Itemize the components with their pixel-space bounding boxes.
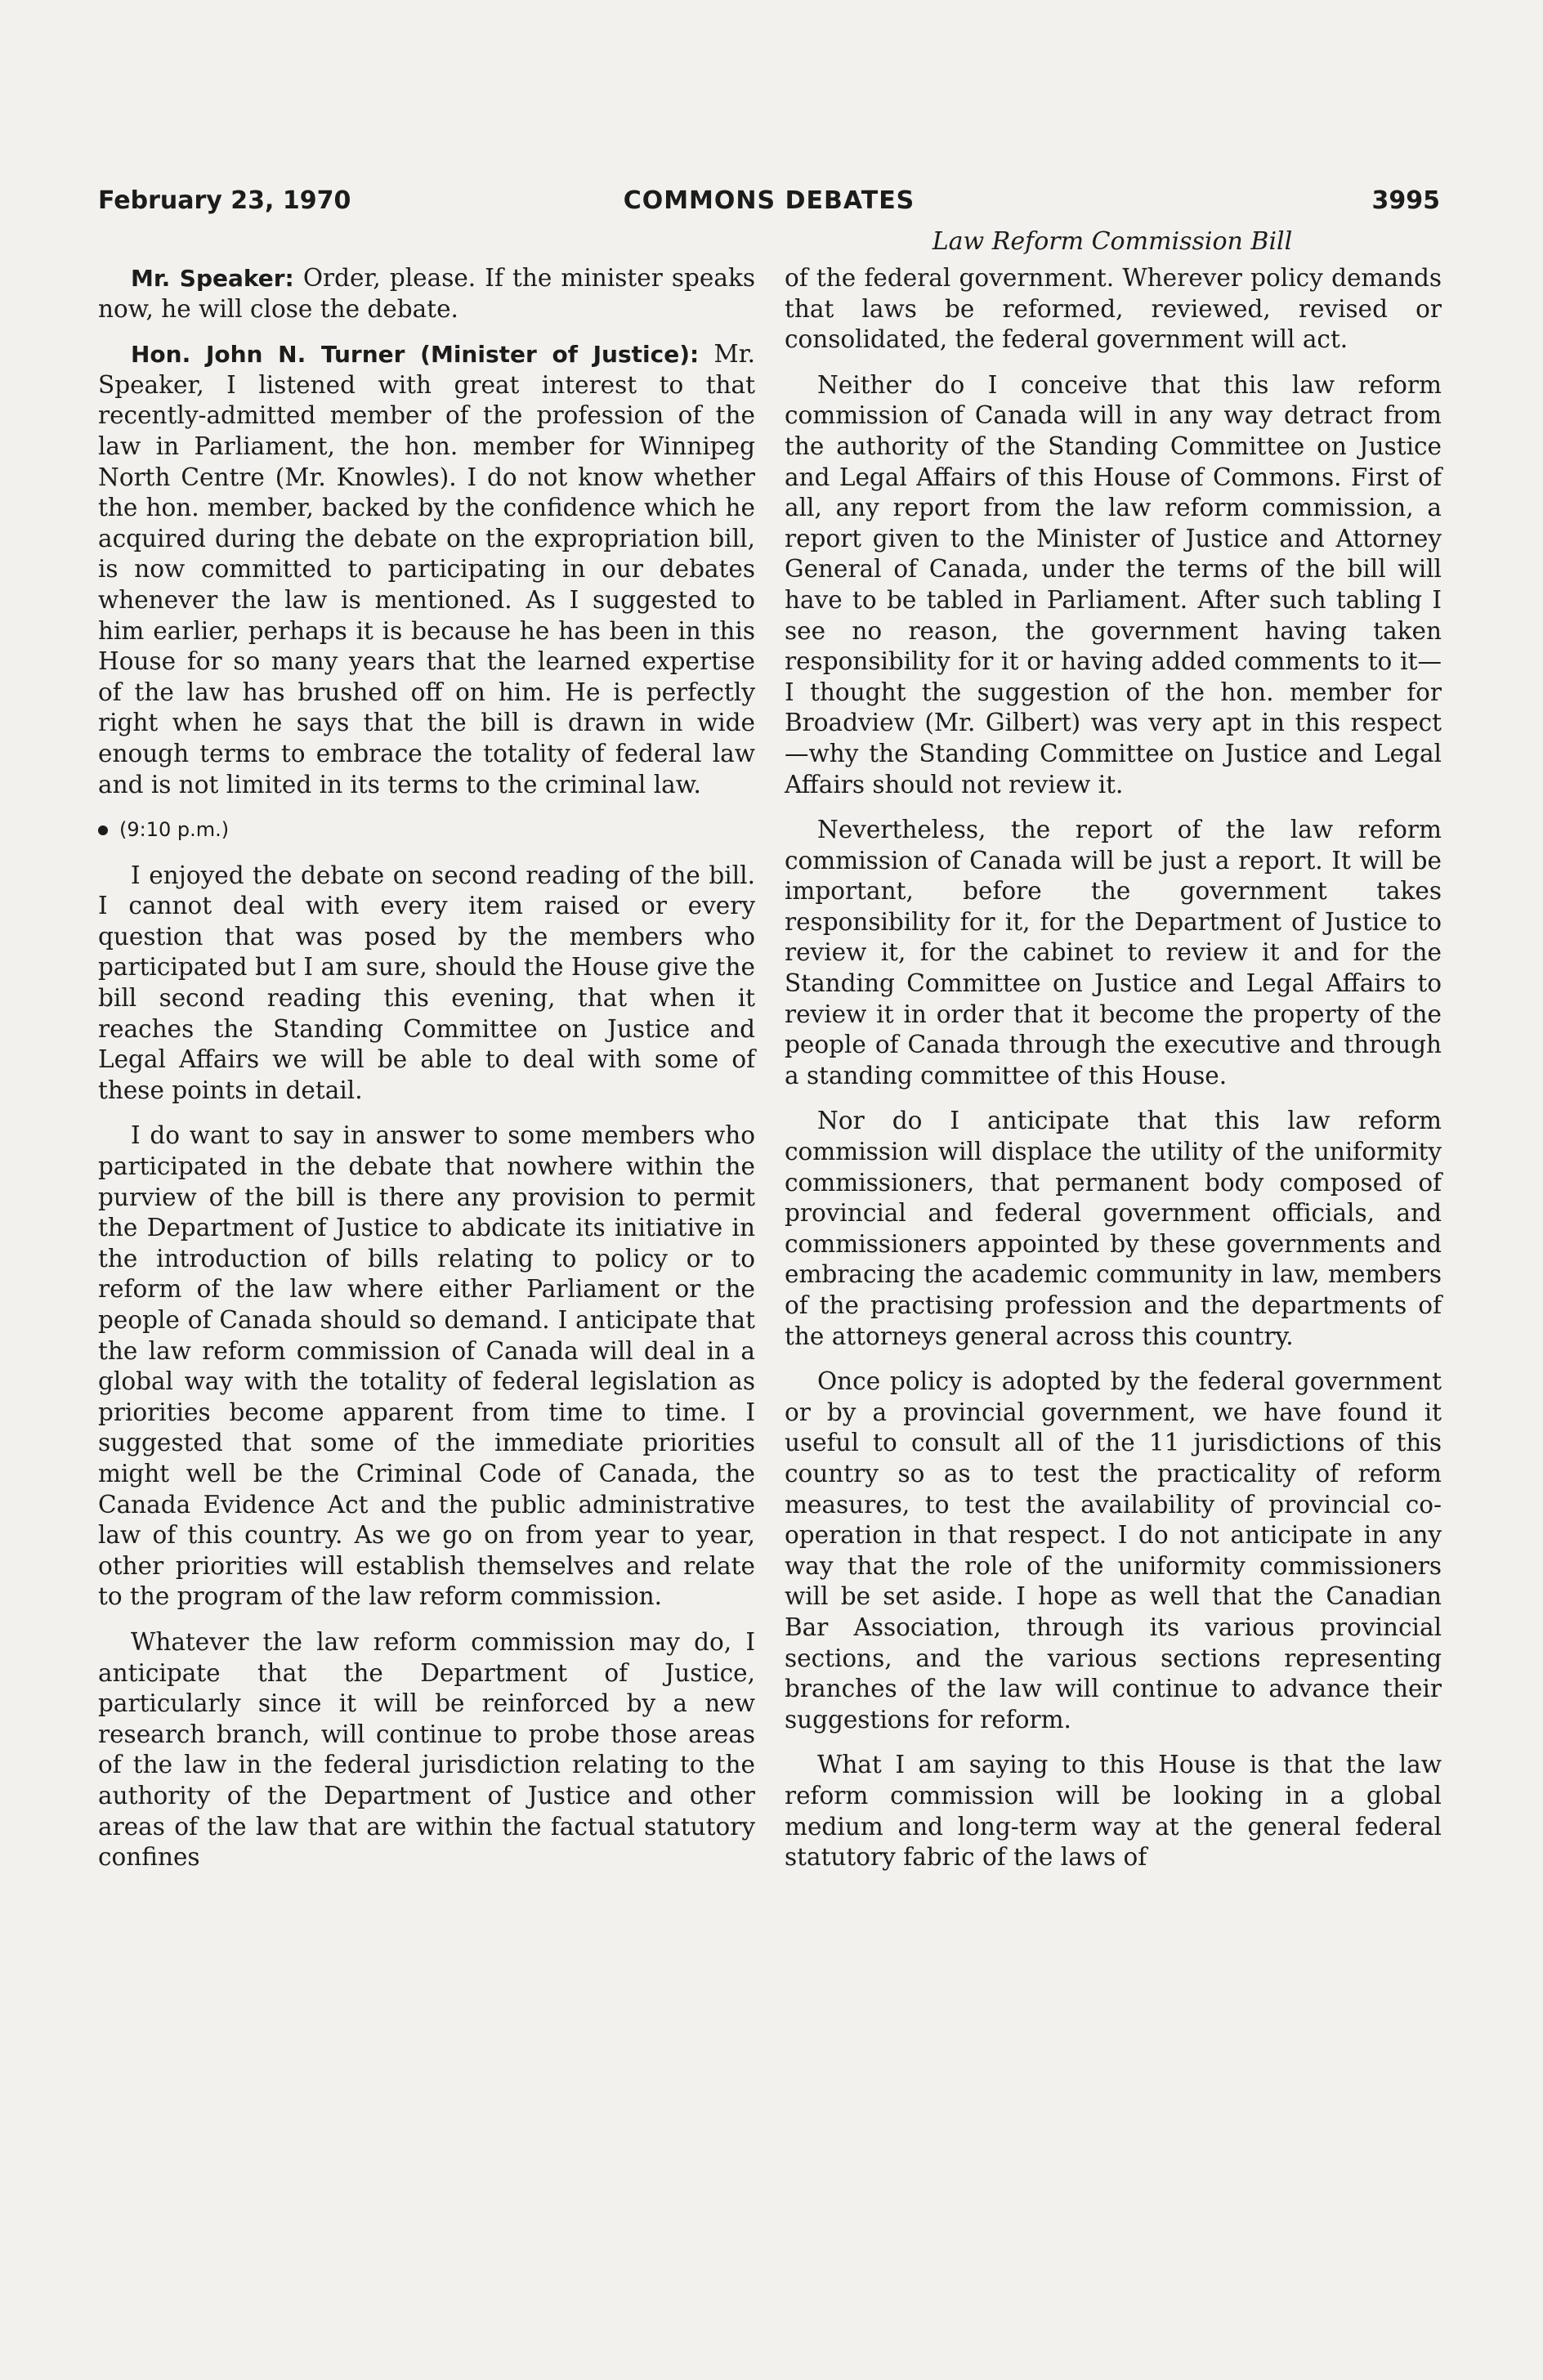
page-header xyxy=(98,186,1440,227)
page-number: 3995 xyxy=(1371,186,1440,215)
paragraph: Whatever the law reform commission may do, I anticipate that the Department of Justice, particularly since it will be reinforced by a new research branch, will continue to probe those areas of the law in the federal jurisdiction relating to the authority of the Department of Justice and other areas of the law that are within the factual statutory confines xyxy=(98,1627,755,1872)
left-column xyxy=(98,263,755,1888)
bullet-icon xyxy=(98,825,108,835)
section-subheading: Law Reform Commission Bill xyxy=(932,227,1293,256)
paragraph: Once policy is adopted by the federal government or by a provincial government, we have found it useful to consult all of the 11 jurisdictions of this country so as to test the practicality of reform measures, to test the availability of provincial co-operation in that respect. I do not anticipate in any way that the role of the uniformity commissioners will be set aside. I hope as well that the Canadian Bar Association, through its various provincial sections, and the various sections representing branches of the law will continue to advance their suggestions for reform. xyxy=(785,1367,1442,1734)
header-title: COMMONS DEBATES xyxy=(623,186,915,215)
speaker-name: Hon. John N. Turner (Minister of Justice): xyxy=(131,341,700,369)
paragraph-text: Mr. Speaker, I listened with great interest to that recently-admitted member of the profession of the law in Parliament, the hon. member for Winnipeg North Centre (Mr. Knowles). I do not know whether the hon. member, backed by the confidence which he acquired during the debate on the expropriation bill, is now committed to participating in our debates whenever the law is mentioned. As I suggested to him earlier, perhaps it is because he has been in this House for so many years that the learned expertise of the law has brushed off on him. He is perfectly right when he says that the bill is drawn in wide enough terms to embrace the totality of federal law and is not limited in its terms to the criminal law. xyxy=(98,340,755,799)
header-date: February 23, 1970 xyxy=(98,186,351,215)
paragraph-text: Order, please. If the minister speaks now, he will close the debate. xyxy=(98,264,755,323)
paragraph: What I am saying to this House is that the law reform commission will be looking in a global medium and long-term way at the general federal statutory fabric of the laws of xyxy=(785,1751,1442,1872)
paragraph: I enjoyed the debate on second reading of the bill. I cannot deal with every item raised or every question that was posed by the members who participated but I am sure, should the House give the bill second reading this evening, that when it reaches the Standing Committee on Justice and Legal Affairs we will be able to deal with some of these points in detail. xyxy=(98,861,755,1104)
timestamp xyxy=(98,815,755,846)
speaker-name: Mr. Speaker: xyxy=(131,265,294,292)
paragraph: Nor do I anticipate that this law reform commission will displace the utility of the uniformity commissioners, that permanent body composed of provincial and federal government officials, and commissioners appointed by these governments and embracing the academic community in law, members of the practising profession and the departments of the attorneys general across this country. xyxy=(785,1107,1442,1350)
paragraph: Nevertheless, the report of the law reform commission of Canada will be just a report. It will be important, before the government takes responsibility for it, for the Department of Justice to review it, for the cabinet to review it and for the Standing Committee on Justice and Legal Affairs to review it in order that it become the property of the people of Canada through the executive and through a standing committee of this House. xyxy=(785,816,1442,1089)
right-column xyxy=(785,263,1442,1888)
timestamp-text: (9:10 p.m.) xyxy=(119,818,230,842)
paragraph: I do want to say in answer to some members who participated in the debate that nowhere within the purview of the bill is there any provision to permit the Department of Justice to abdicate its initiative in the introduction of bills relating to policy or to reform of the law where either Parliament or the people of Canada should so demand. I anticipate that the law reform commission of Canada will deal in a global way with the totality of federal legislation as priorities become apparent from time to time. I suggested that some of the immediate priorities might well be the Criminal Code of Canada, the Canada Evidence Act and the public administrative law of this country. As we go on from year to year, other priorities will establish themselves and relate to the program of the law reform commission. xyxy=(98,1121,755,1611)
paragraph: Neither do I conceive that this law reform commission of Canada will in any way detract from the authority of the Standing Committee on Justice and Legal Affairs of this House of Commons. First of all, any report from the law reform commission, a report given to the Minister of Justice and Attorney General of Canada, under the terms of the bill will have to be tabled in Parliament. After such tabling I see no reason, the government having taken responsibility for it or having added comments to it—I thought the suggestion of the hon. member for Broadview (Mr. Gilbert) was very apt in this respect—why the Standing Committee on Justice and Legal Affairs should not review it. xyxy=(785,370,1442,799)
paragraph xyxy=(98,263,755,324)
paragraph: of the federal government. Wherever policy demands that laws be reformed, reviewed, revised or consolidated, the federal government will act. xyxy=(785,264,1442,354)
paragraph xyxy=(98,339,755,800)
